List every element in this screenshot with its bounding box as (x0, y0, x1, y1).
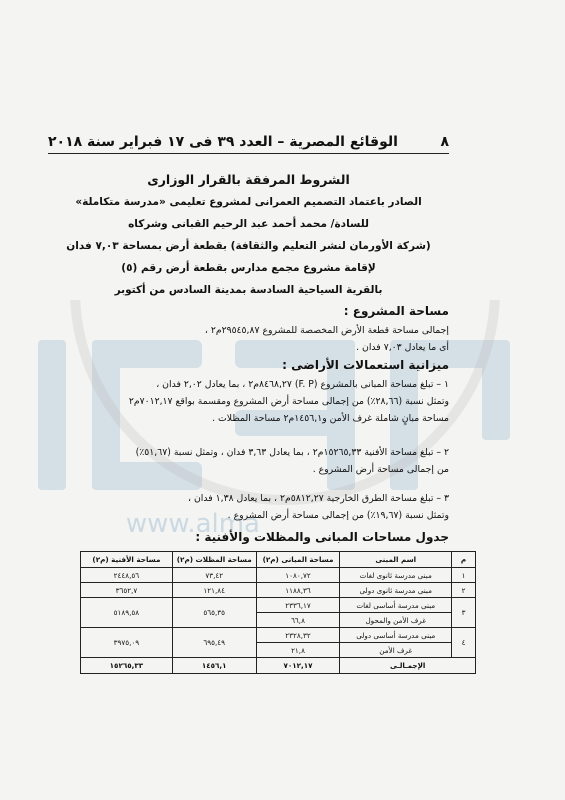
cell-canopy-area: ١٢١,٨٤ (172, 583, 256, 598)
text-line: وتمثل نسبة (٢٨,٦٦٪) من إجمالى مساحة أرض المشروع ومقسمة بواقع ٧٠١٢,١٧م٢ (128, 396, 449, 407)
cell-building-name: غرف الأمن والمحول (340, 613, 452, 628)
land-use-item-1 (42, 376, 449, 427)
total-building-area: ٧٠١٢,١٧ (256, 658, 340, 674)
decree-line: للسادة/ محمد أحمد عبد الرحيم القبانى وشركاه (128, 218, 369, 230)
text-line: أى ما يعادل ٧,٠٣ فدان . (356, 342, 449, 353)
cell-number: ٢ (452, 583, 476, 598)
cell-building-area: ١١٨٨,٣٦ (256, 583, 340, 598)
cell-building-name: غرف الأمن (340, 643, 452, 658)
cell-yard-area: ٥١٨٩,٥٨ (81, 598, 173, 628)
decree-line: لإقامة مشروع مجمع مدارس بقطعة أرض رقم (٥) (121, 262, 376, 274)
text-line: ٢ – تبلغ مساحة الأفنية ١٥٢٦٥,٣٣م٢ ، بما يعادل ٣,٦٣ فدان ، وتمثل نسبة (٥١,٦٧٪) (135, 447, 449, 458)
table-total-row (81, 658, 476, 674)
cell-canopy-area: ٧٣,٤٢ (172, 568, 256, 583)
table-header-row (81, 552, 476, 568)
cell-building-area: ٦٦,٨ (256, 613, 340, 628)
decree-line: (شركة الأورمان لنشر التعليم والثقافة) بقطعة أرض بمساحة ٧,٠٣ فدان (66, 240, 431, 252)
cell-canopy-area: ٥٦٥,٣٥ (172, 598, 256, 628)
cell-number: ٣ (452, 598, 476, 628)
cell-yard-area: ٣٦٥٢,٧ (81, 583, 173, 598)
cell-building-name: مبنى مدرسة ثانوى لغات (340, 568, 452, 583)
cell-building-name: مبنى مدرسة ثانوى دولى (340, 583, 452, 598)
table-row (81, 598, 476, 613)
decree-line: بالقرية السياحية السادسة بمدينة السادس من أكتوبر (114, 284, 383, 296)
column-header: اسم المبنى (340, 552, 452, 568)
total-canopy-area: ١٤٥٦,١ (172, 658, 256, 674)
cell-building-area: ٢٣٣٦,١٧ (256, 598, 340, 613)
land-use-item-3 (42, 490, 449, 524)
table-heading: جدول مساحات المبانى والمظلات والأفنية : (195, 530, 449, 544)
project-area-text (42, 322, 449, 356)
text-line: ٣ – تبلغ مساحة الطرق الخارجية ٥٨١٢,٢٧م٢ ، بما يعادل ١,٣٨ فدان ، (188, 493, 449, 504)
land-use-heading: ميزانية استعمالات الأراضى : (282, 358, 449, 372)
total-label: الإجمـالـى (340, 658, 476, 674)
cell-building-area: ٢٣٢٨,٣٢ (256, 628, 340, 643)
decree-line: الصادر باعتماد التصميم العمرانى لمشروع تعليمى «مدرسة متكاملة» (75, 196, 422, 208)
column-header: مساحة المبانى (م٢) (256, 552, 340, 568)
text-line: ١ – تبلغ مساحة المبانى بالمشروع (F. P) ٨٤٦٨,٢٧م٢ ، بما يعادل ٢,٠٢ فدان ، (156, 379, 449, 390)
cell-yard-area: ٢٤٤٨,٥٦ (81, 568, 173, 583)
watermark-text: www.alma (125, 509, 260, 539)
land-use-item-2 (42, 444, 449, 478)
total-yard-area: ١٥٢٦٥,٣٣ (81, 658, 173, 674)
text-line: مساحة مبانٍ شاملة غرف الأمن و١٤٥٦,١م٢ مساحة المظلات . (212, 413, 449, 424)
text-line: من إجمالى مساحة أرض المشروع . (312, 464, 449, 475)
cell-building-name: مبنى مدرسة أساسى دولى (340, 628, 452, 643)
column-header: م (452, 552, 476, 568)
column-header: مساحة المظلات (م٢) (172, 552, 256, 568)
decree-title: الشروط المرفقة بالقرار الوزارى (147, 172, 350, 187)
table-row (81, 628, 476, 643)
cell-yard-area: ٣٩٧٥,٠٩ (81, 628, 173, 658)
cell-building-name: مبنى مدرسة أساسى لغات (340, 598, 452, 613)
table-row (81, 568, 476, 583)
column-header: مساحة الأفنية (م٢) (81, 552, 173, 568)
cell-number: ٤ (452, 628, 476, 658)
page-number: ٨ (440, 134, 449, 150)
areas-table (80, 551, 476, 674)
text-line: إجمالى مساحة قطعة الأرض المخصصة للمشروع ٢٩٥٤٥,٨٧م٢ ، (204, 325, 449, 336)
gazette-title: الوقائع المصرية – العدد ٣٩ فى ١٧ فبراير سنة ٢٠١٨ (48, 134, 398, 150)
cell-building-area: ١٠٨٠,٧٢ (256, 568, 340, 583)
cell-canopy-area: ٦٩٥,٤٩ (172, 628, 256, 658)
cell-number: ١ (452, 568, 476, 583)
project-area-heading: مساحة المشروع : (343, 304, 449, 318)
table-row (81, 583, 476, 598)
cell-building-area: ٢١,٨ (256, 643, 340, 658)
page-header (48, 134, 449, 154)
text-line: وتمثل نسبة (١٩,٦٧٪) من إجمالى مساحة أرض المشروع . (227, 510, 449, 521)
